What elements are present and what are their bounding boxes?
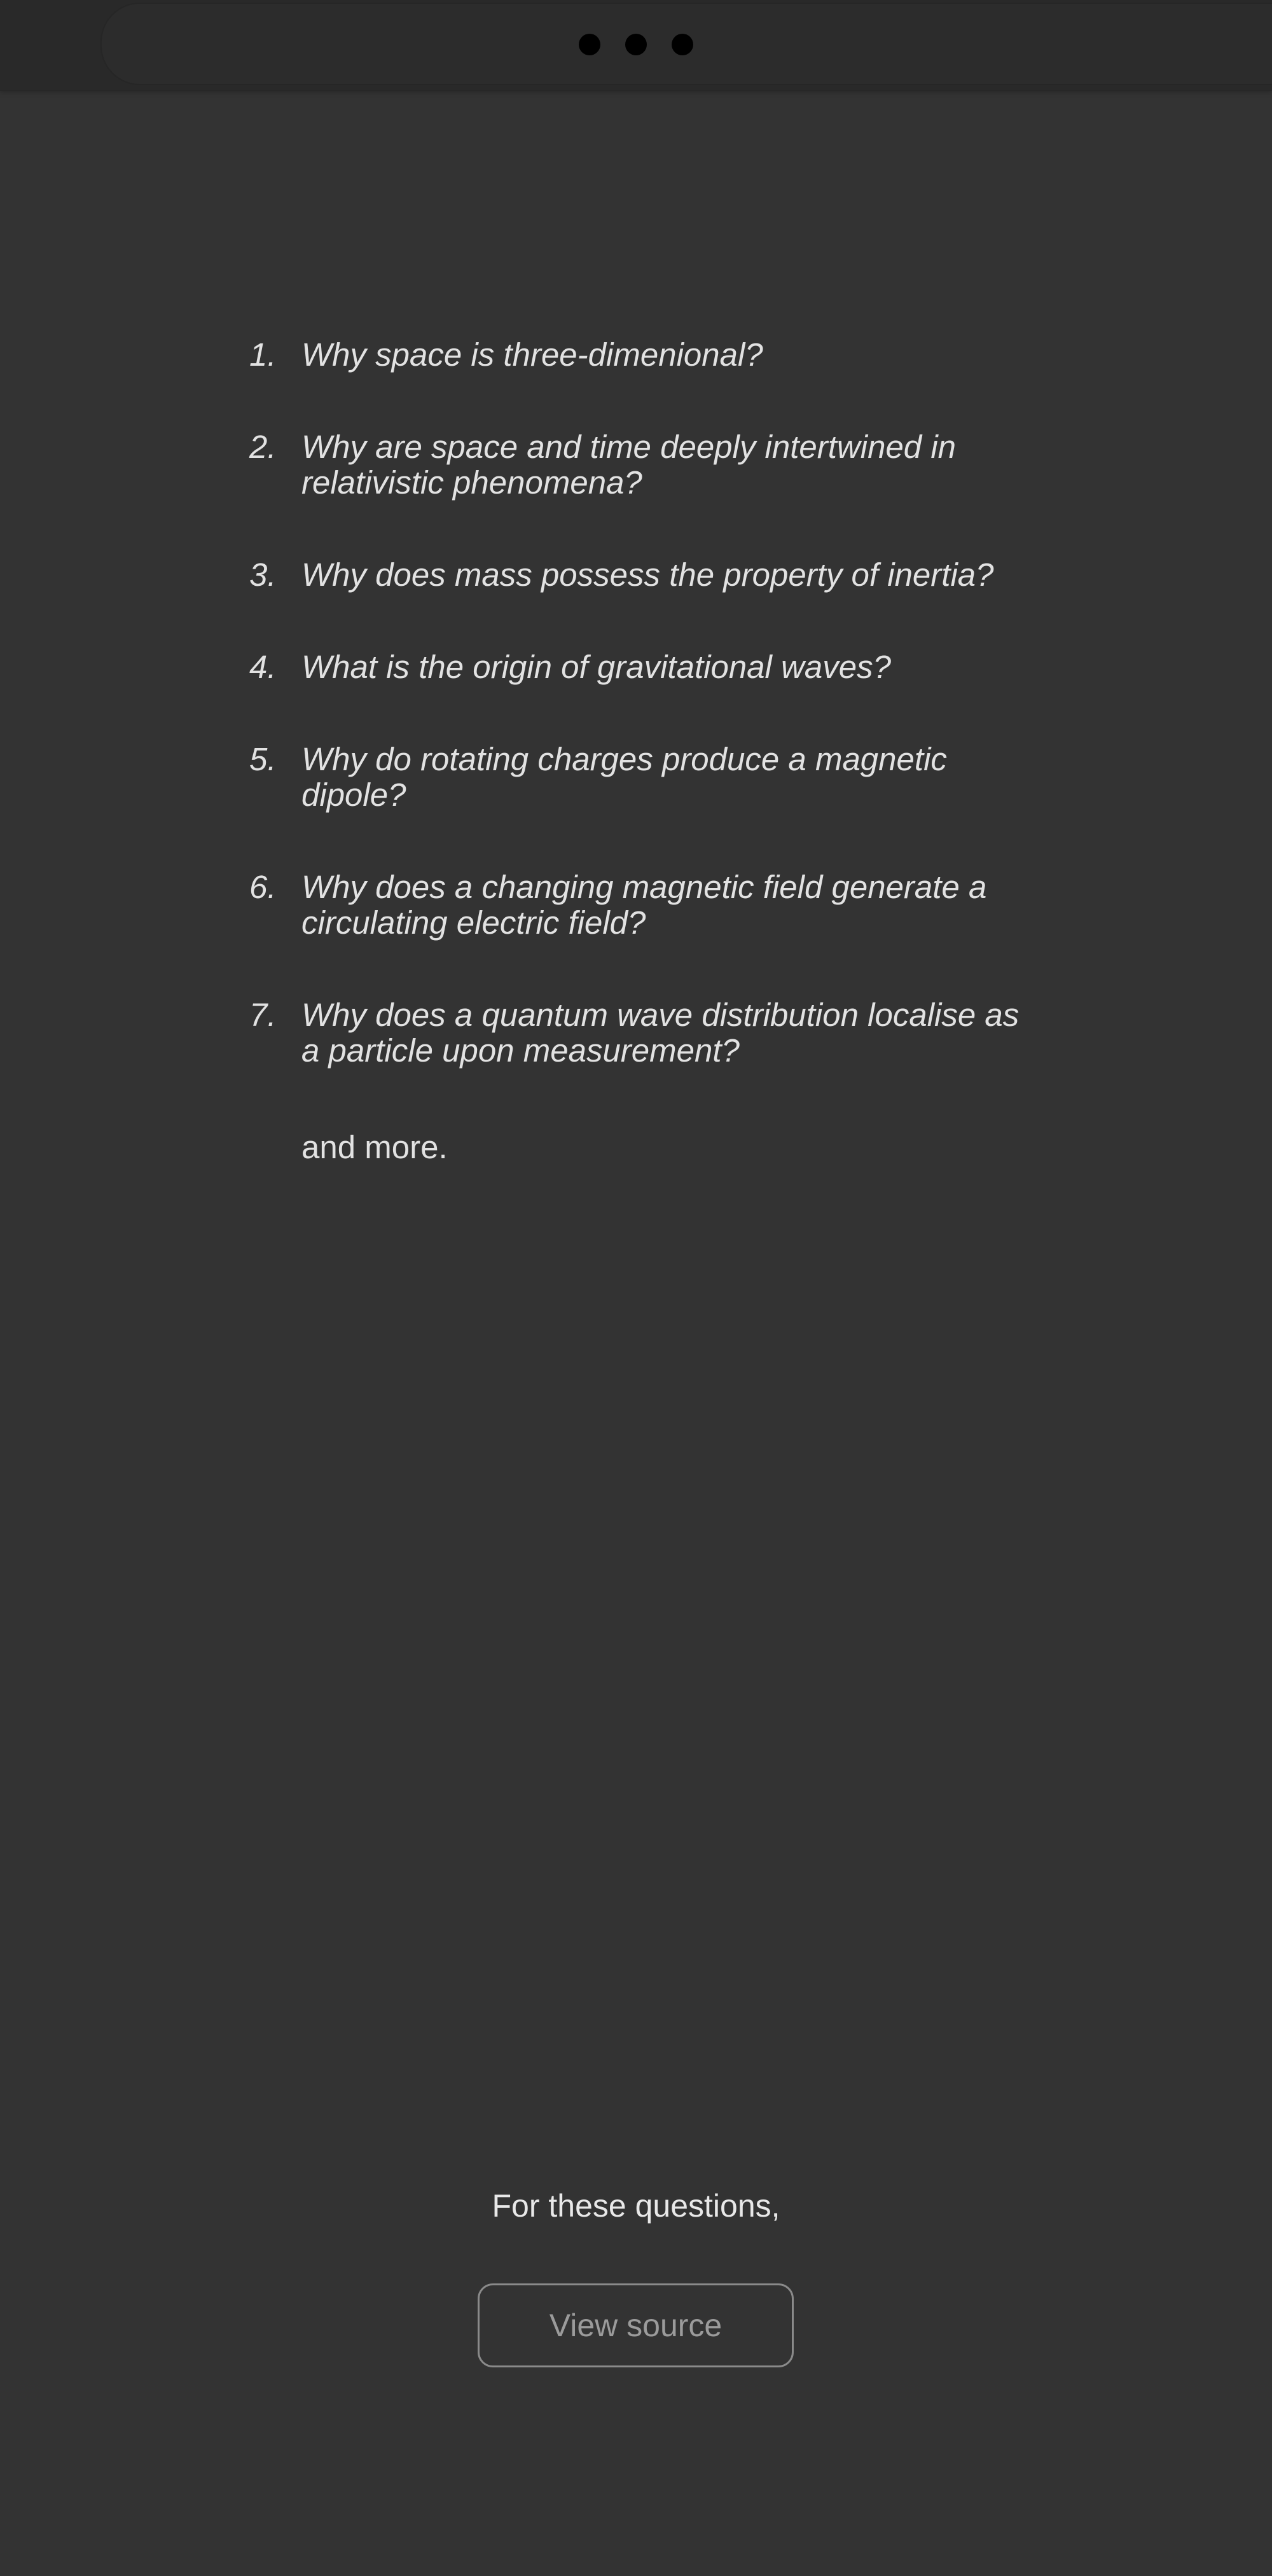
dot-icon	[672, 34, 693, 55]
view-source-button[interactable]: View source	[478, 2283, 794, 2367]
question-number: 7.	[249, 997, 277, 1033]
dot-icon	[625, 34, 647, 55]
three-dots-icon[interactable]	[579, 34, 693, 55]
list-item	[249, 742, 1044, 813]
list-item	[249, 997, 1044, 1069]
question-text: Why are space and time deeply intertwined in relativistic phenomena?	[301, 429, 957, 501]
question-text: Why does mass possess the property of inertia?	[301, 557, 994, 593]
question-text: Why space is three-dimenional?	[301, 336, 763, 373]
question-text: Why does a changing magnetic field generate a circulating electric field?	[301, 869, 987, 941]
dot-icon	[579, 34, 600, 55]
question-number: 5.	[249, 741, 277, 777]
footer-text: For these questions,	[492, 2188, 780, 2224]
list-item	[249, 869, 1044, 941]
question-number: 6.	[249, 869, 277, 905]
question-number: 1.	[249, 336, 277, 373]
question-text: Why do rotating charges produce a magnetic dipole?	[301, 741, 947, 813]
question-number: 2.	[249, 429, 277, 465]
question-number: 4.	[249, 649, 277, 685]
question-text: Why does a quantum wave distribution localise as a particle upon measurement?	[301, 997, 1020, 1069]
question-text: What is the origin of gravitational waves?	[301, 649, 891, 685]
question-number: 3.	[249, 557, 277, 593]
question-list	[249, 337, 1044, 1125]
list-item	[249, 337, 1044, 373]
and-more-text: and more.	[301, 1129, 448, 1165]
list-item	[249, 557, 1044, 593]
top-bar	[0, 0, 1272, 91]
list-item	[249, 429, 1044, 501]
list-item	[249, 649, 1044, 685]
